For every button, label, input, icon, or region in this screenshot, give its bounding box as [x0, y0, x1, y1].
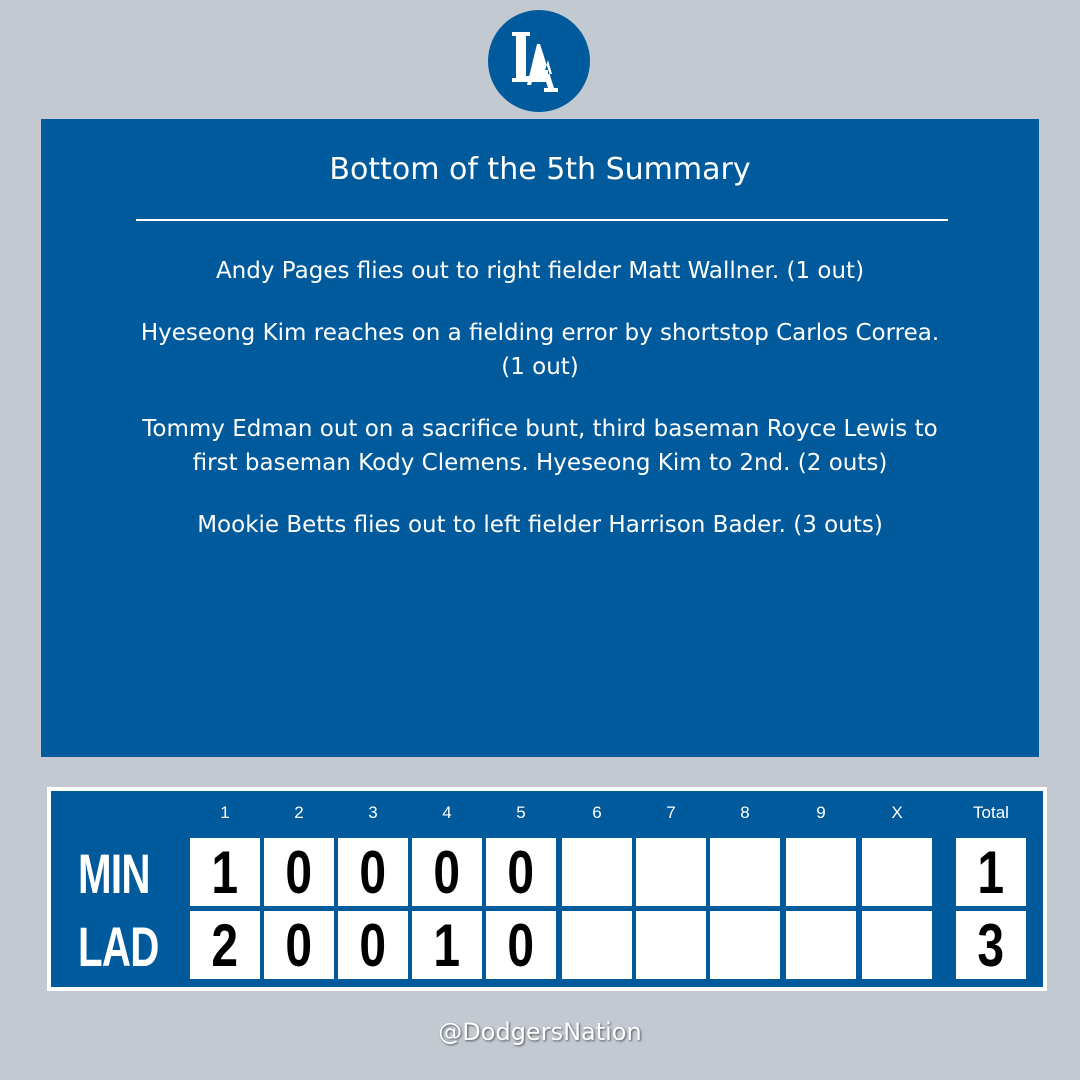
run-cell	[636, 838, 706, 906]
team-label-lad: LAD	[78, 915, 159, 978]
run-cell	[862, 838, 932, 906]
inning-header-4: 4	[442, 803, 452, 822]
summary-title: Bottom of the 5th Summary	[329, 152, 751, 187]
la-logo-icon	[506, 26, 572, 96]
inning-header-1: 1	[220, 803, 230, 822]
run-cell	[636, 911, 706, 979]
run-cell	[786, 838, 856, 906]
total-cell: 3	[956, 911, 1026, 979]
run-cell: 0	[486, 911, 556, 979]
play-item: Andy Pages flies out to right fielder Matt Wallner. (1 out)	[215, 258, 865, 284]
total-cell: 1	[956, 838, 1026, 906]
play-list	[130, 254, 950, 570]
inning-header-7: 7	[666, 803, 676, 822]
run-cell	[786, 911, 856, 979]
inning-header-9: 9	[816, 803, 826, 822]
play-item: Tommy Edman out on a sacrifice bunt, third baseman Royce Lewis to first baseman Kody Clemens. Hyeseong Kim to 2nd. (2 outs)	[142, 416, 938, 476]
play-item: Mookie Betts flies out to left fielder Harrison Bader. (3 outs)	[197, 512, 883, 538]
inning-header-8: 8	[740, 803, 750, 822]
run-cell	[710, 838, 780, 906]
inning-header-2: 2	[294, 803, 304, 822]
inning-header-5: 5	[516, 803, 526, 822]
play-item: Hyeseong Kim reaches on a fielding error by shortstop Carlos Correa. (1 out)	[140, 320, 940, 380]
social-handle: @DodgersNation	[438, 1018, 642, 1046]
run-cell: 2	[190, 911, 260, 979]
run-cell: 1	[190, 838, 260, 906]
title-divider	[136, 219, 948, 221]
dodgers-logo	[488, 10, 590, 112]
run-cell	[562, 838, 632, 906]
total-header: Total	[973, 803, 1009, 822]
run-cell	[862, 911, 932, 979]
run-cell: 0	[264, 911, 334, 979]
inning-header-6: 6	[592, 803, 602, 822]
run-cell	[562, 911, 632, 979]
run-cell: 1	[412, 911, 482, 979]
run-cell: 0	[264, 838, 334, 906]
team-label-min: MIN	[78, 842, 150, 905]
run-cell: 0	[412, 838, 482, 906]
inning-header-3: 3	[368, 803, 378, 822]
run-cell	[710, 911, 780, 979]
run-cell: 0	[486, 838, 556, 906]
run-cell: 0	[338, 911, 408, 979]
inning-header-x: X	[891, 803, 903, 822]
run-cell: 0	[338, 838, 408, 906]
